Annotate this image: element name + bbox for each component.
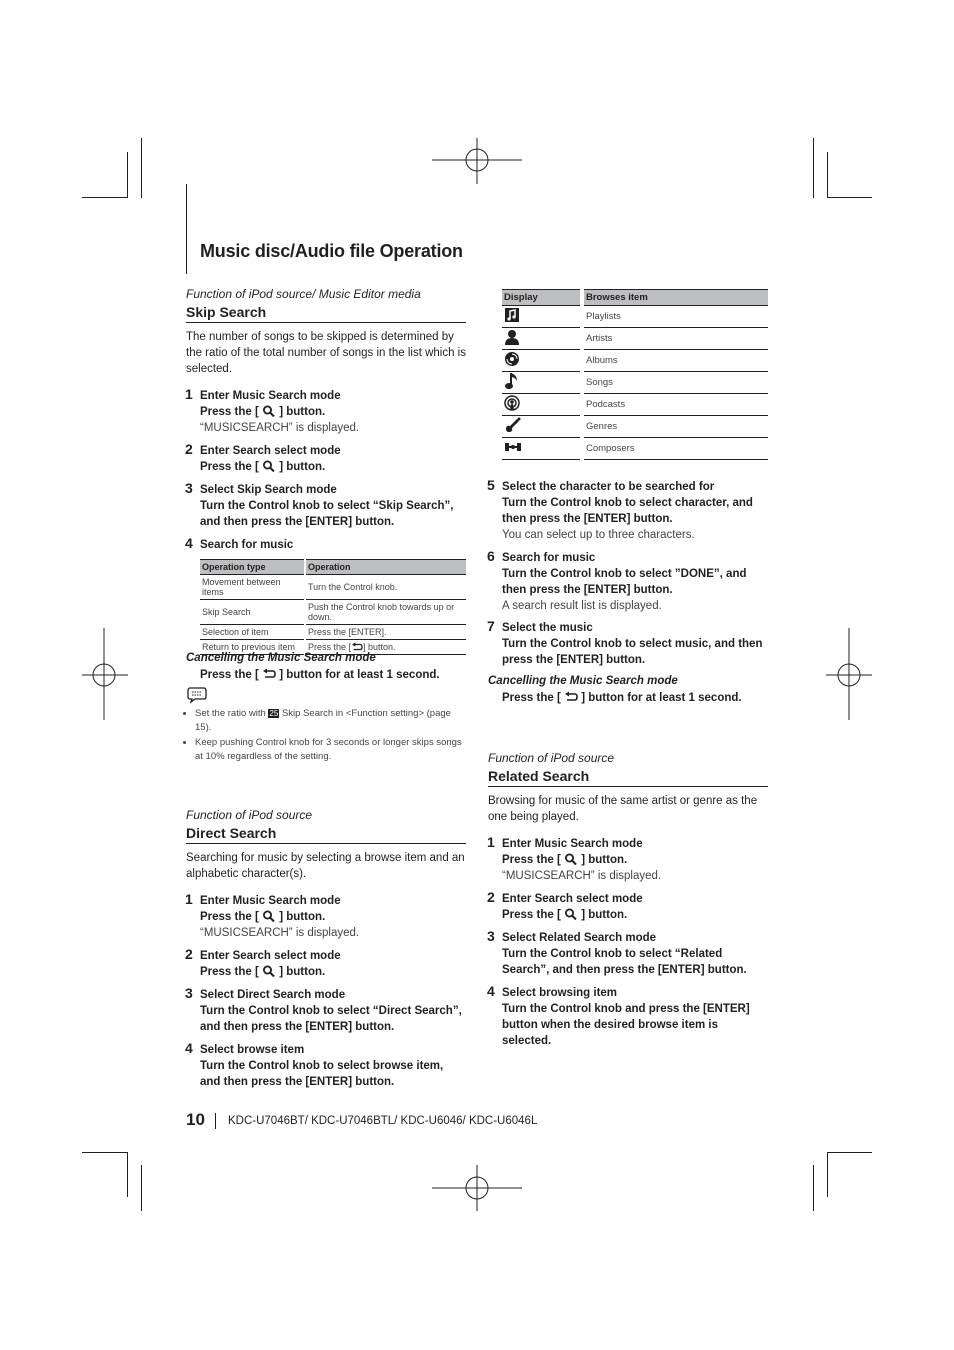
album-icon	[504, 351, 520, 367]
step-body: Turn the Control knob and press the [ENTER] button when the desired browse item is selected.	[502, 1003, 750, 1047]
table-cell: Artists	[582, 328, 768, 350]
table-cell-text: Press the [	[308, 642, 352, 652]
step-number: 1	[487, 834, 495, 850]
related-search-function-label: Function of iPod source	[488, 751, 615, 765]
step-number: 1	[185, 891, 193, 907]
step-body-text: ] button.	[279, 461, 326, 473]
cancel-text: ] button for at least 1 second.	[279, 669, 440, 681]
function-number-badge: 25	[269, 709, 279, 718]
step-body: Turn the Control knob to select “Skip Search”, and then press the [ENTER] button.	[200, 500, 454, 528]
step-body-text: ] button.	[279, 406, 326, 418]
step-number: 4	[487, 983, 495, 999]
skip-search-function-label: Function of iPod source/ Music Editor media	[186, 287, 421, 301]
direct-search-title: Direct Search	[186, 825, 466, 844]
step-number: 2	[185, 946, 193, 962]
table-header-row	[502, 290, 768, 306]
table-cell: Songs	[582, 372, 768, 394]
search-icon	[564, 908, 578, 920]
related-step-4	[487, 983, 768, 1049]
step-number: 1	[185, 386, 193, 402]
direct-cancel-body	[502, 691, 742, 704]
skip-step-4	[185, 535, 466, 553]
search-icon	[262, 965, 276, 977]
step-body	[200, 909, 466, 925]
model-names: KDC-U7046BT/ KDC-U7046BTL/ KDC-U6046/ KDC-U6046L	[228, 1115, 538, 1127]
step-body-text: ] button.	[279, 966, 326, 978]
operation-table	[200, 559, 466, 655]
browse-item-table	[502, 289, 768, 460]
table-cell	[502, 306, 582, 328]
table-header-row	[200, 560, 466, 575]
table-cell: Podcasts	[582, 394, 768, 416]
direct-step-5	[487, 477, 768, 543]
table-cell: Skip Search	[200, 600, 305, 625]
table-cell: Turn the Control knob.	[305, 575, 466, 600]
step-body-text: ] button.	[581, 909, 628, 921]
step-note: “MUSICSEARCH” is displayed.	[200, 422, 360, 434]
step-heading: Enter Music Search mode	[200, 895, 341, 907]
table-cell	[502, 438, 582, 460]
step-heading: Select Skip Search mode	[200, 484, 337, 496]
skip-cancel-heading: Cancelling the Music Search mode	[186, 652, 376, 664]
skip-cancel-body	[200, 668, 440, 681]
table-cell	[502, 328, 582, 350]
table-cell: Selection of item	[200, 625, 305, 640]
step-number: 3	[487, 928, 495, 944]
step-number: 5	[487, 477, 495, 493]
table-row	[502, 328, 768, 350]
step-body-text: ] button.	[581, 854, 628, 866]
table-cell: Push the Control knob towards up or down.	[305, 600, 466, 625]
page-number: 10	[186, 1110, 205, 1129]
step-body-text: Press the [	[502, 909, 561, 921]
skip-search-intro: The number of songs to be skipped is determined by the ratio of the total number of songs in the list which is selected.	[186, 331, 466, 375]
table-cell: Playlists	[582, 306, 768, 328]
footer-divider	[215, 1113, 216, 1129]
page-title: Music disc/Audio file Operation	[200, 241, 463, 261]
step-body	[502, 852, 768, 868]
step-number: 3	[185, 480, 193, 496]
step-body: Turn the Control knob to select browse item, and then press the [ENTER] button.	[200, 1060, 444, 1088]
note-text: Skip Search in <Function setting> (page 15).	[195, 708, 451, 733]
direct-search-intro: Searching for music by selecting a browse item and an alphabetic character(s).	[186, 852, 465, 880]
table-cell: Composers	[582, 438, 768, 460]
search-icon	[564, 853, 578, 865]
table-cell-text: ] button.	[363, 642, 396, 652]
step-heading: Select the character to be searched for	[502, 481, 715, 493]
skip-notes	[186, 707, 465, 765]
podcast-icon	[504, 395, 520, 411]
step-heading: Enter Search select mode	[502, 893, 643, 905]
step-heading: Select browse item	[200, 1044, 305, 1056]
table-header: Operation	[305, 560, 466, 575]
related-step-1	[487, 834, 768, 884]
step-heading: Select the music	[502, 622, 593, 634]
direct-step-4	[185, 1040, 466, 1090]
step-body	[502, 907, 768, 923]
step-body: Turn the Control knob to select ”DONE”, and then press the [ENTER] button.	[502, 568, 747, 596]
step-body: Turn the Control knob to select character, and then press the [ENTER] button.	[502, 497, 753, 525]
table-cell	[502, 416, 582, 438]
skip-step-1	[185, 386, 466, 436]
search-icon	[262, 460, 276, 472]
related-search-intro: Browsing for music of the same artist or genre as the one being played.	[488, 795, 758, 823]
step-number: 4	[185, 1040, 193, 1056]
table-cell: Press the [ENTER].	[305, 625, 466, 640]
step-heading: Search for music	[502, 552, 596, 564]
step-body-text: ] button.	[279, 911, 326, 923]
step-heading: Search for music	[200, 539, 294, 551]
table-header: Browses item	[582, 290, 768, 306]
table-row	[502, 372, 768, 394]
table-cell	[502, 372, 582, 394]
step-note: A search result list is displayed.	[502, 600, 662, 612]
skip-step-3	[185, 480, 466, 530]
related-search-title: Related Search	[488, 768, 768, 787]
back-icon	[351, 642, 363, 652]
step-heading: Select Related Search mode	[502, 932, 657, 944]
direct-step-2	[185, 946, 466, 980]
table-row	[502, 438, 768, 460]
related-step-2	[487, 889, 768, 923]
artist-icon	[504, 329, 520, 345]
step-body: Turn the Control knob to select music, and then press the [ENTER] button.	[502, 638, 763, 666]
table-row	[502, 416, 768, 438]
table-cell: Albums	[582, 350, 768, 372]
note-item: • Keep pushing Control knob for 3 seconds or longer skips songs at 10% regardless of the setting.	[195, 736, 465, 764]
step-heading: Enter Search select mode	[200, 445, 341, 457]
back-icon	[262, 668, 276, 680]
step-note: “MUSICSEARCH” is displayed.	[200, 927, 360, 939]
note-text: Set the ratio with	[195, 708, 269, 719]
step-heading: Select Direct Search mode	[200, 989, 346, 1001]
cancel-text: ] button for at least 1 second.	[581, 692, 742, 704]
back-icon	[564, 691, 578, 703]
step-number: 7	[487, 618, 495, 634]
step-body-text: Press the [	[200, 461, 259, 473]
registration-mark-left	[82, 628, 128, 720]
table-row	[200, 600, 466, 625]
table-header: Operation type	[200, 560, 305, 575]
step-number: 6	[487, 548, 495, 564]
table-row	[200, 625, 466, 640]
step-body-text: Press the [	[200, 911, 259, 923]
step-body-text: Press the [	[200, 966, 259, 978]
direct-step-1	[185, 891, 466, 941]
table-cell: Genres	[582, 416, 768, 438]
skip-search-title: Skip Search	[186, 304, 466, 323]
table-cell	[502, 350, 582, 372]
direct-search-function-label: Function of iPod source	[186, 808, 313, 822]
table-row	[502, 394, 768, 416]
step-heading: Enter Music Search mode	[502, 838, 643, 850]
cancel-text: Press the [	[502, 692, 561, 704]
step-heading: Select browsing item	[502, 987, 618, 999]
table-cell: Return to previous item	[200, 640, 305, 655]
direct-step-7	[487, 618, 768, 668]
table-header: Display	[502, 290, 582, 306]
registration-mark-top	[432, 138, 522, 184]
note-icon	[186, 686, 208, 704]
table-cell	[502, 394, 582, 416]
step-body-text: Press the [	[200, 406, 259, 418]
step-note: You can select up to three characters.	[502, 529, 695, 541]
related-step-3	[487, 928, 768, 978]
step-number: 2	[487, 889, 495, 905]
step-body: Turn the Control knob to select “Related Search”, and then press the [ENTER] button.	[502, 948, 747, 976]
song-icon	[504, 372, 520, 390]
search-icon	[262, 910, 276, 922]
step-number: 3	[185, 985, 193, 1001]
direct-step-3	[185, 985, 466, 1035]
step-body-text: Press the [	[502, 854, 561, 866]
step-note: “MUSICSEARCH” is displayed.	[502, 870, 662, 882]
direct-step-6	[487, 548, 768, 614]
step-body	[200, 404, 466, 420]
step-body: Turn the Control knob to select “Direct Search”, and then press the [ENTER] button.	[200, 1005, 462, 1033]
genre-icon	[504, 417, 522, 433]
step-heading: Enter Search select mode	[200, 950, 341, 962]
composer-icon	[504, 441, 522, 453]
step-heading: Enter Music Search mode	[200, 390, 341, 402]
playlist-icon	[504, 307, 520, 323]
table-row	[200, 575, 466, 600]
table-cell: Movement between items	[200, 575, 305, 600]
step-body	[200, 459, 466, 475]
direct-cancel-heading: Cancelling the Music Search mode	[488, 675, 678, 687]
search-icon	[262, 405, 276, 417]
registration-mark-right	[826, 628, 872, 720]
note-item	[195, 707, 465, 735]
step-number: 2	[185, 441, 193, 457]
step-number: 4	[185, 535, 193, 551]
table-row	[502, 350, 768, 372]
cancel-text: Press the [	[200, 669, 259, 681]
table-row	[502, 306, 768, 328]
registration-mark-bottom	[432, 1165, 522, 1211]
step-body	[200, 964, 466, 980]
skip-step-2	[185, 441, 466, 475]
